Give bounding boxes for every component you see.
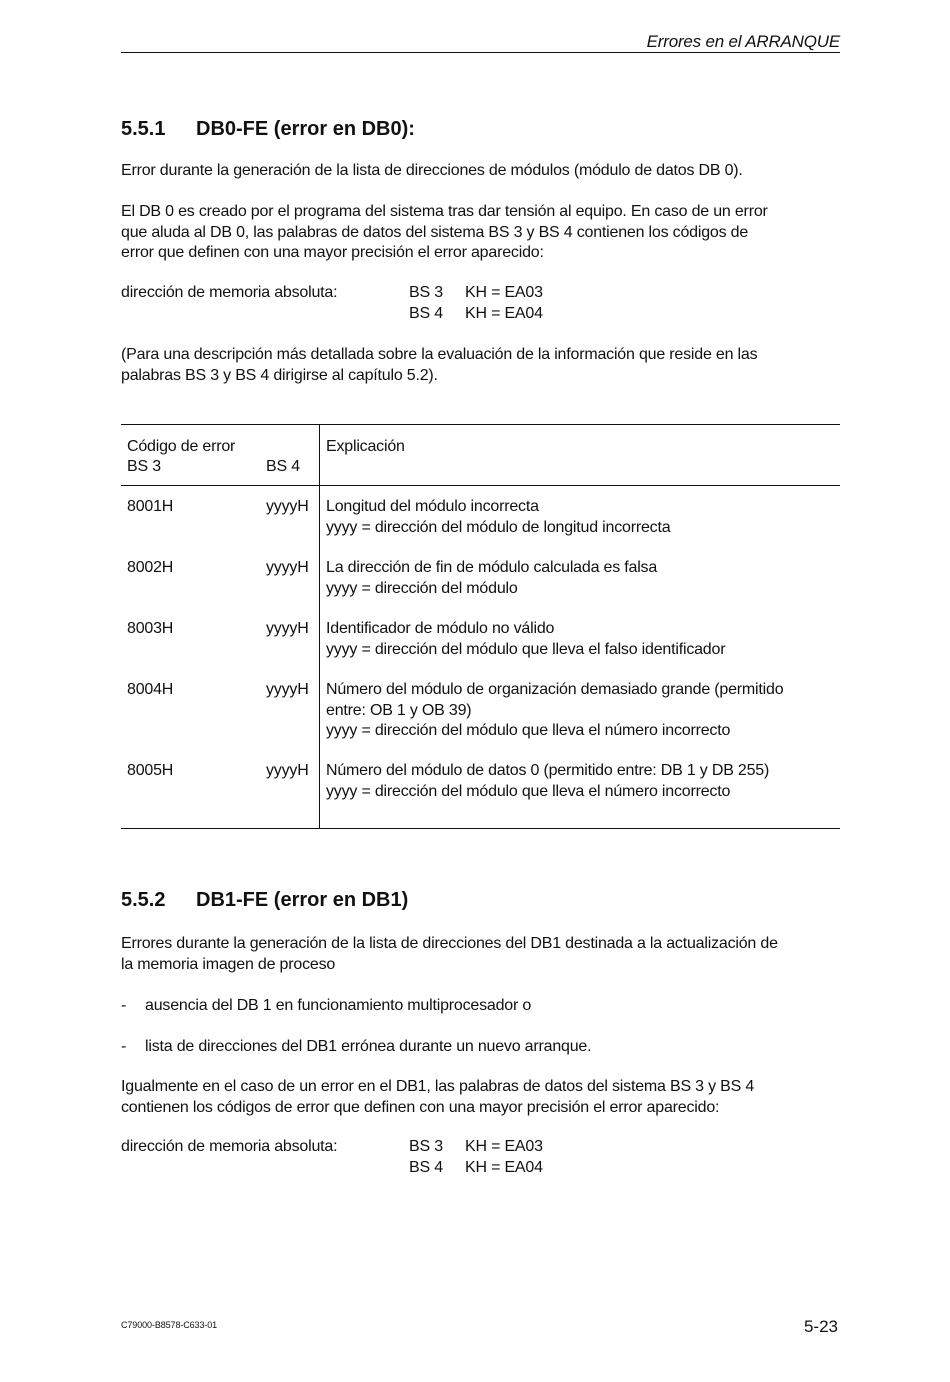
table-cell-bs3: 8001H: [127, 498, 174, 515]
table-header-bs3: BS 3: [127, 458, 161, 475]
table-cell-bs4: yyyyH: [266, 498, 309, 515]
paragraph-line: contienen los códigos de error que definen con una mayor precisión el error aparecido:: [121, 1098, 720, 1116]
explanation-line: Número del módulo de datos 0 (permitido entre: DB 1 y DB 255): [326, 762, 770, 779]
register-name: BS 4: [409, 1158, 443, 1176]
table-header-code-label: Código de error: [127, 438, 236, 455]
address-row: [121, 1137, 543, 1158]
paragraph-line: Errores durante la generación de la lista de direcciones del DB1 destinada a la actualización de: [121, 935, 778, 952]
paragraph-line: error que definen con una mayor precisión el error aparecido:: [121, 244, 544, 261]
table-cell-bs3: 8004H: [127, 681, 174, 698]
table-header-rule: [121, 485, 840, 486]
bullet-dash: -: [121, 997, 127, 1014]
explanation-line: yyyy = dirección del módulo que lleva el número incorrecto: [326, 782, 731, 800]
table-cell-bs3: 8003H: [127, 620, 174, 637]
page-number: 5-23: [803, 1317, 838, 1336]
section2-paragraph-1: [121, 934, 778, 975]
section-number: 5.5.2: [121, 889, 166, 911]
section-heading-2: [121, 889, 408, 912]
address-row: [121, 304, 543, 325]
explanation-line: yyyy = dirección del módulo que lleva el falso identificador: [326, 640, 726, 658]
table-cell-bs4: yyyyH: [266, 681, 309, 698]
section1-paragraph-2: [121, 202, 768, 264]
section2-paragraph-2: [121, 1077, 754, 1118]
register-value: KH = EA03: [465, 284, 543, 301]
table-cell-explanation: [326, 497, 831, 538]
explanation-line: yyyy = dirección del módulo que lleva el número incorrecto: [326, 722, 731, 739]
register-value: KH = EA03: [465, 1138, 543, 1155]
explanation-line: entre: OB 1 y OB 39): [326, 701, 472, 719]
register-name: BS 3: [409, 284, 443, 301]
table-bottom-rule: [121, 828, 840, 829]
table-cell-bs3: 8002H: [127, 559, 174, 576]
bullet-text: ausencia del DB 1 en funcionamiento multiprocesador o: [145, 997, 532, 1014]
explanation-line: yyyy = dirección del módulo: [326, 579, 518, 597]
section-number: 5.5.1: [121, 118, 166, 140]
register-value: KH = EA04: [465, 304, 543, 322]
register-name: BS 3: [409, 1138, 443, 1155]
section1-paragraph-1: Error durante la generación de la lista de direcciones de módulos (módulo de datos DB 0).: [121, 162, 743, 179]
bullet-item: [121, 1037, 591, 1058]
table-top-rule: [121, 424, 840, 425]
explanation-line: Identificador de módulo no válido: [326, 620, 555, 637]
bullet-dash: -: [121, 1038, 127, 1055]
table-cell-bs4: yyyyH: [266, 620, 309, 637]
table-cell-bs4: yyyyH: [266, 559, 309, 576]
explanation-line: Longitud del módulo incorrecta: [326, 498, 539, 515]
table-header-bs4: BS 4: [266, 458, 300, 475]
paragraph-line: Igualmente en el caso de un error en el DB1, las palabras de datos del sistema BS 3 y BS 4: [121, 1078, 755, 1095]
running-header: Errores en el ARRANQUE: [646, 32, 840, 51]
register-value: KH = EA04: [465, 1158, 543, 1176]
paragraph-line: El DB 0 es creado por el programa del sistema tras dar tensión al equipo. En caso de un error: [121, 203, 768, 220]
table-cell-explanation: [326, 619, 831, 660]
section1-paragraph-3: [121, 345, 757, 386]
explanation-line: yyyy = dirección del módulo de longitud incorrecta: [326, 518, 671, 536]
section-title: DB0-FE (error en DB0):: [196, 118, 415, 140]
register-name: BS 4: [409, 304, 443, 322]
table-header-explanation: Explicación: [326, 438, 405, 455]
paragraph-line: que aluda al DB 0, las palabras de datos del sistema BS 3 y BS 4 contienen los códigos de: [121, 223, 749, 241]
document-code: C79000-B8578-C633-01: [121, 1320, 218, 1330]
bullet-text: lista de direcciones del DB1 errónea durante un nuevo arranque.: [145, 1038, 592, 1055]
explanation-line: La dirección de fin de módulo calculada es falsa: [326, 559, 658, 576]
explanation-line: Número del módulo de organización demasiado grande (permitido: [326, 681, 784, 698]
paragraph-line: (Para una descripción más detallada sobre la evaluación de la información que reside en las: [121, 346, 758, 363]
address-label: dirección de memoria absoluta:: [121, 284, 338, 301]
table-cell-bs4: yyyyH: [266, 762, 309, 779]
address-row: [121, 283, 543, 304]
table-cell-explanation: [326, 680, 831, 742]
address-row: [121, 1158, 543, 1179]
section2-address-block: [121, 1137, 543, 1178]
section-heading-1: [121, 118, 415, 141]
paragraph-line: la memoria imagen de proceso: [121, 955, 336, 973]
bullet-item: [121, 996, 531, 1017]
table-column-divider: [319, 424, 320, 828]
paragraph-line: palabras BS 3 y BS 4 dirigirse al capítulo 5.2).: [121, 366, 438, 384]
section1-address-block: [121, 283, 543, 324]
address-label: dirección de memoria absoluta:: [121, 1138, 338, 1155]
table-cell-bs3: 8005H: [127, 762, 174, 779]
table-cell-explanation: [326, 558, 831, 599]
table-cell-explanation: [326, 761, 831, 802]
header-rule: [121, 52, 840, 53]
section-title: DB1-FE (error en DB1): [196, 889, 409, 911]
